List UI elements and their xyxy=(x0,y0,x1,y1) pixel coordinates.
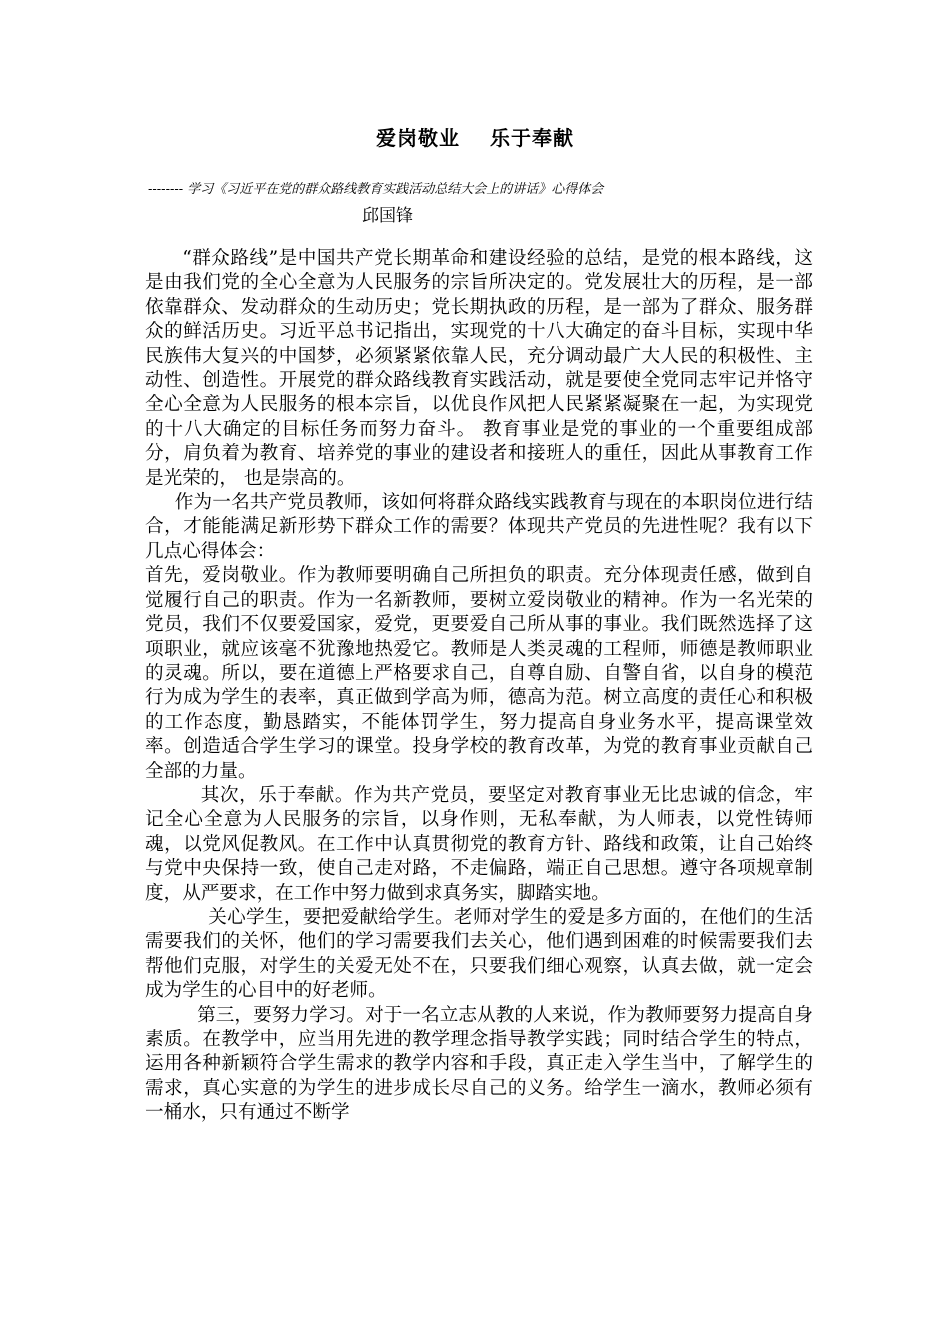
title-part-2: 乐于奉献 xyxy=(490,126,574,150)
paragraph-2: 作为一名共产党员教师，该如何将群众路线实践教育与现在的本职岗位进行结合，才能能满足新形势下群众工作的需要？体现共产党员的先进性呢？我有以下几点心得体会： xyxy=(145,492,813,562)
document-body xyxy=(145,247,813,1126)
paragraph-1: “群众路线”是中国共产党长期革命和建设经验的总结，是党的根本路线，这是由我们党的全心全意为人民服务的宗旨所决定的。党发展壮大的历程，是一部依靠群众、发动群众的生动历史；党长期执政的历程，是一部为了群众、服务群众的鲜活历史。习近平总书记指出，实现党的十八大确定的奋斗目标，实现中华民族伟大复兴的中国梦，必须紧紧依靠人民，充分调动最广大人民的积极性、主动性、创造性。开展党的群众路线教育实践活动，就是要使全党同志牢记并恪守全心全意为人民服务的根本宗旨，以优良作风把人民紧紧凝聚在一起，为实现党的十八大确定的目标任务而努力奋斗。 教育事业是党的事业的一个重要组成部分，肩负着为教育、培养党的事业的建设者和接班人的重任，因此从事教育工作是光荣的， 也是崇高的。 xyxy=(145,248,813,489)
paragraph-3: 首先，爱岗敬业。作为教师要明确自己所担负的职责。充分体现责任感，做到自觉履行自己的职责。作为一名新教师，要树立爱岗敬业的精神。作为一名光荣的党员，我们不仅要爱国家，爱党，更要爱自己所从事的事业。我们既然选择了这项职业，就应该毫不犹豫地热爱它。教师是人类灵魂的工程师，师德是教师职业的灵魂。所以，要在道德上严格要求自己，自尊自励、自警自省，以自身的模范行为成为学生的表率，真正做到学高为师，德高为范。树立高度的责任心和积极的工作态度，勤恳踏实，不能体罚学生，努力提高自身业务水平，提高课堂效率。创造适合学生学习的课堂。投身学校的教育改革，为党的教育事业贡献自己全部的力量。 xyxy=(145,565,813,782)
document-title xyxy=(0,122,950,151)
title-part-1: 爱岗敬业 xyxy=(376,126,460,150)
paragraph-4: 其次，乐于奉献。作为共产党员，要坚定对教育事业无比忠诚的信念，牢记全心全意为人民服务的宗旨，以身作则，无私奉献，为人师表，以党性铸师魂，以党风促教风。在工作中认真贯彻党的教育方针、路线和政策，让自己始终与党中央保持一致，使自己走对路，不走偏路，端正自己思想。遵守各项规章制度，从严要求，在工作中努力做到求真务实，脚踏实地。 xyxy=(145,784,813,904)
paragraph-5: 关心学生，要把爱献给学生。老师对学生的爱是多方面的，在他们的生活需要我们的关怀，他们的学习需要我们去关心，他们遇到困难的时候需要我们去帮他们克服，对学生的关爱无处不在，只要我们细心观察，认真去做，就一定会成为学生的心目中的好老师。 xyxy=(145,906,813,1002)
document-subtitle: -------- 学习《习近平在党的群众路线教育实践活动总结大会上的讲话》心得体会 xyxy=(148,182,604,197)
paragraph-6: 第三，要努力学习。对于一名立志从教的人来说，作为教师要努力提高自身素质。在教学中，应当用先进的教学理念指导教学实践；同时结合学生的特点，运用各种新颖符合学生需求的教学内容和手段，真正走入学生当中，了解学生的需求，真心实意的为学生的进步成长尽自己的义务。给学生一滴水，教师必须有一桶水，只有通过不断学 xyxy=(145,1004,813,1124)
document-author: 邱国锋 xyxy=(362,206,413,226)
